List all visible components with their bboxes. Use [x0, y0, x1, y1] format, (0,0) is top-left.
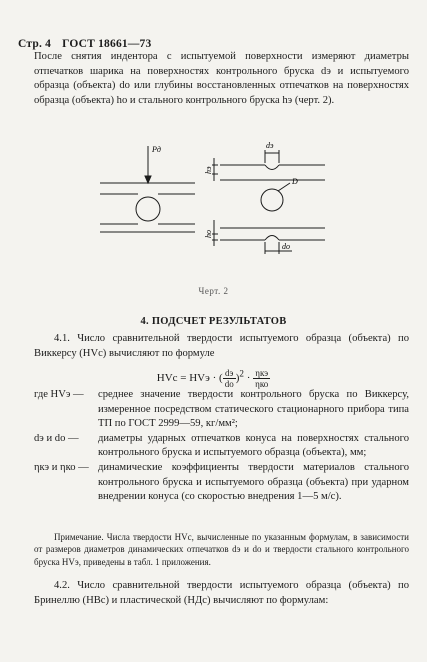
eta-ratio: $\frac{\text{ηкэ}}{\text{ηко}}$ [255, 368, 269, 389]
definition-item [34, 388, 409, 432]
standard-code: ГОСТ 18661—73 [62, 38, 152, 50]
de-label: dэ [266, 141, 274, 150]
figure-caption: Черт. 2 [198, 286, 229, 296]
D-label: D [292, 177, 298, 186]
paragraph-4-2: 4.2. Число сравнительной твердости испытуемого образца (объекта) по Бринеллю (НВс) и пластической (НДс) вычисляют по формулам: [34, 580, 409, 606]
intro-paragraph: После снятия индентора с испытуемой поверхности измеряют диаметры отпечатков шарика на поверхностях контрольного бруска dэ и испытуемого образца (объекта) dо или глубины восстановленных отпечатков на поверхностях образца (объекта) hо и стального контрольного бруска hэ (черт. 2). [34, 51, 409, 106]
definition-text: среднее значение твердости контрольного бруска по Виккерсу, измеренное посредством статического стационарного прибора типа ТП по ГОСТ 2999—59, кг/мм²; [98, 389, 409, 430]
definitions-list [34, 388, 409, 505]
definition-item [34, 432, 409, 461]
formula-left: HVс = HVэ · [156, 372, 217, 385]
ho-label: hо [204, 230, 213, 238]
definition-text: диаметры ударных отпечатков конуса на поверхностях стального контрольного бруска и испытуемого образца (объекта), мм; [98, 432, 409, 459]
hardness-test-figure [100, 138, 420, 288]
vickers-formula: HVс = HVэ · ( $\frac{dэ}{dо}$ )$^2$ · $\frac{\text{ηкэ}}{\text{ηко}}$ [156, 368, 269, 389]
definition-term: dэ и dо — [34, 432, 79, 444]
left-drawing [100, 146, 195, 232]
formula-mid: · [246, 372, 251, 385]
note-paragraph: Примечание. Числа твердости HVс, вычисленные по указанным формулам, в зависимости от размеров диаметров динамических отпечатков dэ и dо и твердости стального контрольного бруска HVэ, приведены в табл. 1 приложения. [34, 532, 409, 567]
section-title: 4. ПОДСЧЕТ РЕЗУЛЬТАТОВ [140, 316, 287, 327]
diameter-ratio: $\frac{dэ}{dо}$ [224, 368, 234, 389]
page-header [18, 38, 151, 50]
page-number: Стр. 4 [18, 38, 52, 50]
he-label: hэ [204, 166, 213, 174]
definition-term: где HVэ — [34, 389, 84, 400]
right-drawing [212, 150, 325, 254]
force-label: Pд [152, 145, 161, 154]
paragraph-4-1: 4.1. Число сравнительной твердости испытуемого образца (объекта) по Виккерсу (HVс) вычисляют по формуле [34, 333, 409, 359]
do-label: dо [282, 242, 290, 251]
definition-text: динамические коэффициенты твердости материалов стального контрольного бруска и испытуемого образца (объекта) при ударном внедрении конуса (со скоростью внедрения 1—5 м/с). [98, 461, 409, 503]
definition-term: ηкэ и ηко — [34, 461, 89, 473]
definition-item [34, 461, 409, 505]
formula-power: 2 [239, 368, 244, 379]
